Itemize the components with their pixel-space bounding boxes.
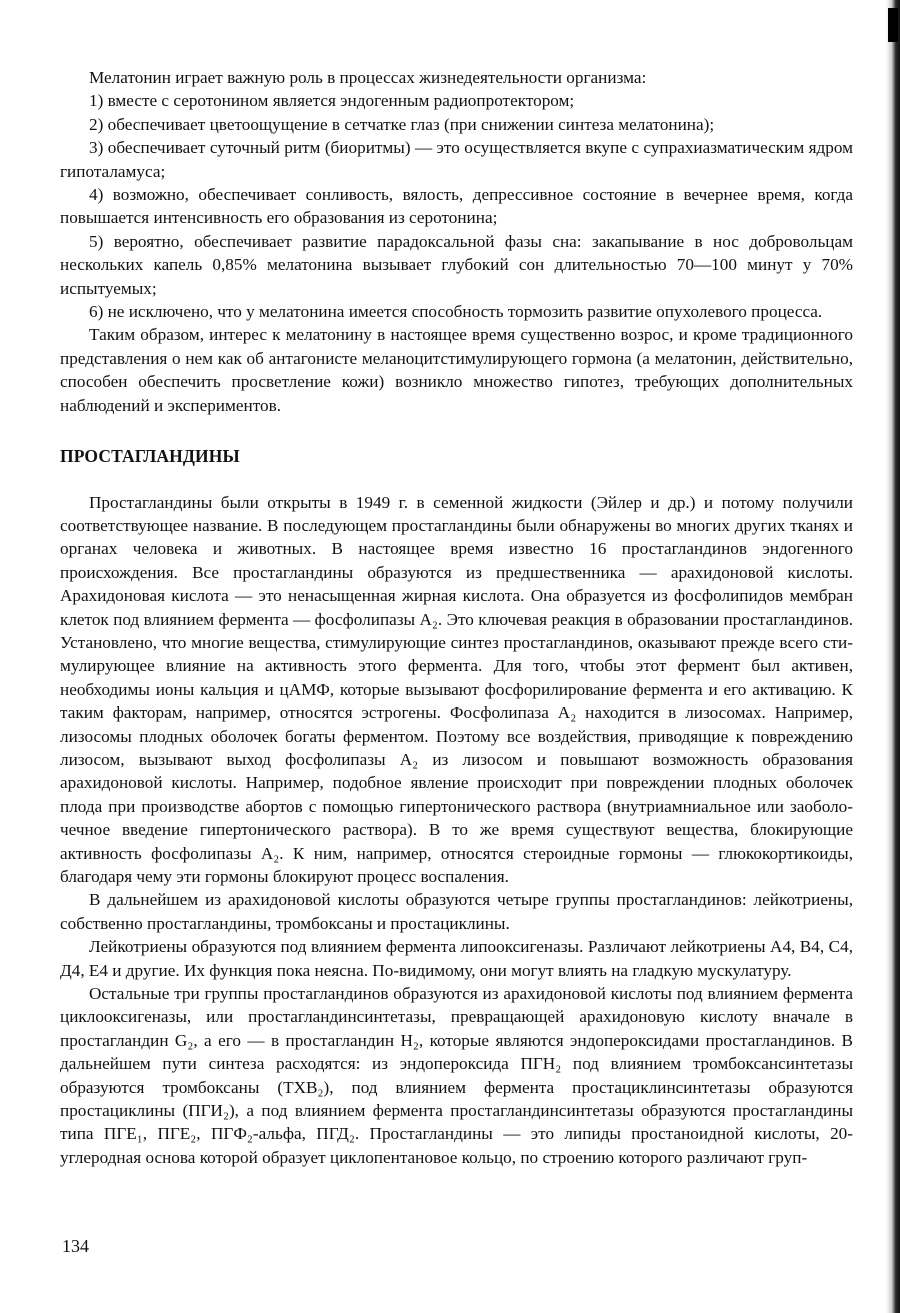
section-heading: ПРОСТАГЛАНДИНЫ: [60, 446, 240, 467]
page-binding-edge: [886, 0, 900, 1313]
page-number: 134: [62, 1236, 89, 1256]
paragraph-intro: Мелатонин играет важную роль в процессах жизнедеятельности организма:: [89, 68, 647, 87]
paragraph-other-groups: Остальные три группы простагландинов образуются из арахидоновой кислоты под влиянием фермента циклооксигеназы, или простагландинсинтетазы, превращающей арахидоновую кислоту вначале в простагландин G₂, а его — в простагландин H₂, которые являются эндопероксидами простагландинов. В дальнейшем пути синтеза расходятся: из эндопероксида ПГН₂ под влиянием тромбоксансинтетазы образуются тромбоксаны (ТХВ₂), под влиянием фермента простациклинсинтетазы образуются простациклины (ПГИ₂), а под влиянием фермента простагландинсинтетазы образуются простагландины типа ПГЕ₁, ПГЕ₂, ПГФ₂-альфа, ПГД₂. Простагландины — это липиды простаноидной кислоты, 20-углеродная основа которой образует циклопентановое кольцо, по строению которого различают груп-: [60, 984, 853, 1167]
binding-notch: [888, 8, 898, 42]
paragraph-leukotrienes: Лейкотриены образуются под влиянием фермента липооксигеназы. Различают лейкотриены А4, В4, С4, Д4, Е4 и другие. Их функция пока неясна. По-видимому, они могут влиять на гладкую мускулатуру.: [60, 937, 853, 980]
list-item-5: 5) вероятно, обеспечивает развитие парадоксальной фазы сна: закапывание в нос добровольцам нескольких капель 0,85% мелатонина вызывает глубокий сон длительностью 70—100 минут у 70% испытуемых;: [60, 231, 853, 298]
page-text: [60, 66, 853, 1169]
paragraph-prostaglandins: Простагландины были открыты в 1949 г. в семенной жидкости (Эйлер и др.) и потому получили соответствующее название. В последующем простагландины были обнаружены во многих других тканях и органах человека и животных. В настоящее время известно 16 простагландинов эндогенного происхождения. Все простагландины образуются из предшественника — арахидоновой кислоты. Арахидоновая кислота — это ненасыщенная жирная кислота. Она образуется из фосфолипидов мембран клеток под влиянием фермента — фосфолипазы А₂. Это ключевая реакция в образовании простагландинов. Установлено, что многие вещества, стимулирующие синтез простагландинов, оказывают прежде всего стимулирующее влияние на активность этого фермента. Для того, чтобы этот фермент был активен, необходимы ионы кальция и цАМФ, которые вызывают фосфорилирование фермента и его активацию. К таким факторам, например, относятся эстрогены. Фосфолипаза А₂ находится в лизосомах. Например, лизосомы плодных оболочек богаты ферментом. Поэтому все воздействия, приводящие к повреждению лизосом, вызывают выход фосфолипазы А₂ из лизосом и повышают возможность образования арахидоновой кислоты. Например, подобное явление происходит при повреждении плодных оболочек плода при производстве абортов с помощью гипертонического раствора (внутриамниальное или заоболочечное введение гипертонического раствора). В то же время существуют вещества, блокирующие активность фосфолипазы А₂. К ним, например, относятся стероидные гормоны — глюкокортикоиды, благодаря чему эти гормоны блокируют процесс воспаления.: [60, 492, 853, 886]
paragraph-groups: В дальнейшем из арахидоновой кислоты образуются четыре группы простагландинов: лейкотриены, собственно простагландины, тромбоксаны и простациклины.: [60, 890, 853, 933]
list-item-4: 4) возможно, обеспечивает сонливость, вялость, депрессивное состояние в вечернее время, когда повышается интенсивность его образования из серотонина;: [60, 185, 853, 228]
paragraph-conclusion: Таким образом, интерес к мелатонину в настоящее время существенно возрос, и кроме традиционного представления о нем как об антагонисте меланоцитстимулирующего гормона (а мелатонин, действительно, способен обеспечить просветление кожи) возникло множество гипотез, требующих дополнительных наблюдений и экспериментов.: [60, 325, 853, 415]
list-item-1: 1) вместе с серотонином является эндогенным радиопротектором;: [89, 91, 575, 111]
list-item-2: 2) обеспечивает цветоощущение в сетчатке глаз (при снижении синтеза мелатонина);: [89, 114, 715, 134]
list-item-6: 6) не исключено, что у мелатонина имеется способность тормозить развитие опухолевого процесса.: [89, 302, 823, 322]
list-item-3: 3) обеспечивает суточный ритм (биоритмы) — это осуществляется вкупе с супрахиазматическим ядром гипоталамуса;: [60, 138, 853, 181]
